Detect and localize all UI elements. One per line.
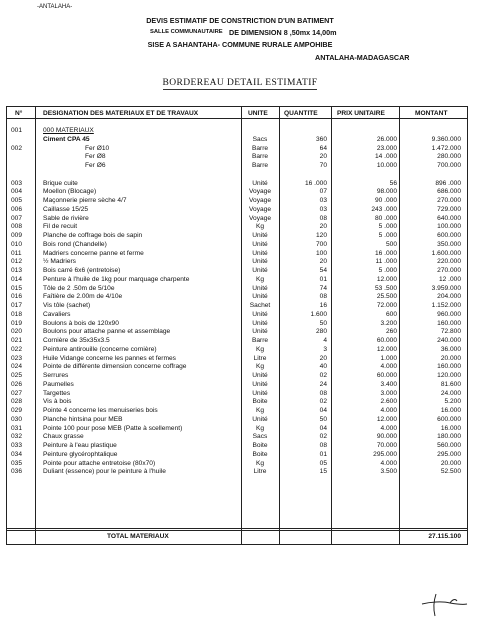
row-amount: 220.000 [437,258,461,266]
row-unit: Unité [252,240,268,248]
row-number: 005 [11,197,23,204]
row-unit-price: 11 .000 [375,258,397,266]
row-number: 013 [11,267,23,274]
row-unit-price: 4.000 [380,407,397,414]
col-header-n: N° [15,110,23,117]
row-quantity: 20 [319,354,327,362]
total-label: TOTAL MATERIAUX [107,533,169,540]
row-designation: Vis à bois [43,398,72,406]
row-unit-price: 243 .000 [371,205,397,213]
row-unit-price: 12.000 [376,275,397,283]
row-unit: Unité [252,267,268,274]
row-quantity: 70 [319,162,327,169]
row-designation: Pointe pour attache entretoise (80x70) [43,459,156,467]
row-quantity: 04 [319,407,327,414]
row-quantity: 20 [319,153,327,161]
row-designation: Ciment CPA 45 [43,135,90,143]
row-amount: 9.360.000 [431,135,461,143]
row-designation: Maçonnerie pierre sèche 4/7 [43,197,127,204]
col-header-unite: UNITE [248,110,268,117]
dimension-label: DE DIMENSION 8 ,50mx 14,00m [229,28,337,37]
row-designation: Pointe 100 pour pose MEB (Patte à scellement) [43,424,183,432]
table-row [7,145,467,153]
row-unit-price: 4.000 [380,459,397,467]
table-row [7,153,467,161]
row-unit: Voyage [249,205,271,213]
row-amount: 700.000 [437,162,461,169]
row-unit: Litre [253,468,267,476]
row-unit-price: 3.200 [380,319,397,327]
row-unit: Voyage [249,214,271,222]
row-amount: 16.000 [440,424,461,432]
col-header-designation: DESIGNATION DES MATERIAUX ET DE TRAVAUX [43,110,199,117]
estimate-table [6,106,468,545]
row-unit: Sacs [252,135,268,143]
row-designation: Tôle de 2 .50m de 5/10e [43,284,115,292]
row-quantity: 20 [319,258,327,266]
row-unit-price: 16 .000 [375,249,397,257]
row-number: 032 [11,433,23,441]
table-row [7,188,467,196]
row-quantity: 120 [315,232,327,239]
row-unit-price: 10.000 [376,162,397,169]
row-number: 028 [11,398,23,406]
table-row [7,398,467,406]
row-quantity: 01 [319,450,327,458]
row-unit: Voyage [249,197,271,204]
bordereau-title: BORDEREAU DETAIL ESTIMATIF [162,78,318,88]
row-unit: Kg [255,407,265,414]
table-row [7,258,467,266]
row-number: 033 [11,442,23,449]
row-quantity: 02 [319,372,327,379]
row-number: 009 [11,232,23,239]
row-quantity: 20 [319,223,327,231]
row-designation: Boulons à bois de 120x90 [43,319,119,327]
row-unit: Kg [255,363,265,371]
row-unit: Barre [251,144,269,152]
table-row [7,390,467,398]
table-row [7,363,467,371]
row-unit: Sacs [252,433,268,441]
row-number: 030 [11,415,23,423]
row-amount: 270.000 [437,197,461,204]
row-quantity: 50 [319,415,327,423]
row-quantity: 74 [319,284,327,292]
row-unit: Boite [252,398,268,406]
col-header-quantite: QUANTITE [284,110,318,117]
table-row [7,197,467,205]
row-unit-price: 500 [385,240,397,248]
row-number: 026 [11,380,23,388]
row-designation: Huile Vidange concerne les pannes et fermes [43,354,176,362]
row-designation: Penture à l'huile de 1kg pour marquage charpente [43,275,190,283]
row-amount: 270.000 [437,267,461,274]
row-quantity: 4 [323,337,327,344]
row-unit: Unité [252,232,268,239]
table-row [7,425,467,433]
row-quantity: 05 [319,459,327,467]
row-unit-price: 5 .000 [378,232,397,239]
row-amount: 36.000 [440,345,461,353]
row-amount: 640.000 [437,214,461,222]
row-unit-price: 3.400 [380,380,397,388]
row-number: 016 [11,293,23,301]
row-amount: 1.152.000 [431,302,461,309]
row-unit: Unité [252,319,268,327]
row-designation: Cavaliers [43,310,71,318]
table-row [7,223,467,231]
row-unit-price: 4.000 [380,363,397,371]
row-amount: 686.000 [437,188,461,196]
row-unit: Unité [252,372,268,379]
row-designation: Fer Ø6 [85,162,106,169]
row-unit: Unité [252,310,268,318]
row-designation: Caillasse 15/25 [43,205,89,213]
total-row [7,530,467,544]
row-quantity: 1.600 [310,310,327,318]
row-designation: Moellon (Blocage) [43,188,97,196]
row-quantity: 700 [315,240,327,248]
row-number: 017 [11,302,23,309]
row-quantity: 02 [319,433,327,441]
row-unit: Boite [252,442,268,449]
site-label: SISE A SAHANTAHA- COMMUNE RURALE AMPOHIBE [147,40,333,49]
row-unit-price: 295.000 [373,450,397,458]
row-unit: Sachet [249,302,271,309]
row-quantity: 16 .000 [305,179,327,187]
table-row [7,171,467,179]
row-unit: Barre [251,162,269,169]
row-number: 018 [11,310,23,318]
row-amount: 100.000 [437,223,461,231]
row-designation: Planche de coffrage bois de sapin [43,232,143,239]
row-unit-price: 53 .500 [375,284,397,292]
row-unit: Barre [251,153,269,161]
table-row [7,372,467,380]
row-quantity: 03 [319,205,327,213]
row-number: 022 [11,345,23,353]
table-row [7,442,467,450]
row-number: 020 [11,328,23,336]
row-designation: Fer Ø8 [85,153,106,161]
row-designation: ½ Madriers [43,258,76,266]
row-quantity: 100 [315,249,327,257]
row-amount: 24.000 [440,389,461,397]
row-amount: 81.600 [440,380,461,388]
row-designation: Faîtière de 2.00m de 4/10e [43,293,123,301]
row-quantity: 08 [319,293,327,301]
row-unit-price: 72.000 [376,302,397,309]
row-unit-price: 600 [385,310,397,318]
table-row [7,215,467,223]
table-row [7,311,467,319]
row-amount: 20.000 [440,459,461,467]
row-designation: Serrures [43,372,69,379]
row-quantity: 54 [319,267,327,274]
row-amount: 3.959.000 [431,284,461,292]
table-row [7,460,467,468]
row-number: 024 [11,363,23,371]
row-designation: Peinture à l'eau plastique [43,442,117,449]
row-designation: Madriers concerne panne et ferme [43,249,144,257]
row-amount: 280.000 [437,153,461,161]
location-label: ANTALAHA-MADAGASCAR [315,53,410,62]
row-quantity: 64 [319,144,327,152]
row-quantity: 08 [319,389,327,397]
row-unit-price: 80 .000 [375,214,397,222]
row-unit: Kg [255,275,265,283]
row-designation: Paumelles [43,380,74,388]
row-unit-price: 5 .000 [378,267,397,274]
row-quantity: 40 [319,363,327,371]
row-quantity: 03 [319,197,327,204]
row-amount: 1.600.000 [431,249,461,257]
row-unit-price: 12.000 [376,415,397,423]
row-amount: 960.000 [437,310,461,318]
row-unit-price: 60.000 [376,372,397,379]
row-unit-price: 90 .000 [375,197,397,204]
row-amount: 12 .000 [439,275,461,283]
row-number: 007 [11,214,23,222]
row-designation: Peinture antirouille (concerne cornière) [43,345,157,353]
row-quantity: 280 [315,328,327,336]
table-row [7,162,467,170]
table-row [7,293,467,301]
row-unit-price: 60.000 [376,337,397,344]
table-row [7,451,467,459]
row-number: 008 [11,223,23,231]
row-designation: Vis tôle (sachet) [43,302,91,309]
table-row [7,416,467,424]
row-designation: Cornière de 35x35x3.5 [43,337,110,344]
row-unit-price: 2.600 [380,398,397,406]
row-number: 027 [11,389,23,397]
table-row [7,407,467,415]
row-number: 021 [11,337,23,344]
row-number: 014 [11,275,23,283]
row-number: 029 [11,407,23,414]
row-amount: 160.000 [437,363,461,371]
table-row [7,320,467,328]
row-number: 025 [11,372,23,379]
row-amount: 560.000 [437,442,461,449]
table-row [7,127,467,135]
row-number: 001 [11,127,23,134]
row-designation: Bois rond (Chandelle) [43,240,107,248]
table-row [7,267,467,275]
row-amount: 120.000 [437,372,461,379]
row-amount: 600.000 [437,415,461,423]
row-amount: 20.000 [440,354,461,362]
table-row [7,346,467,354]
row-quantity: 07 [319,188,327,196]
row-designation: Pointe 4 concerne les menuiseries bois [43,407,158,414]
row-designation: Peinture glycérophtalique [43,450,118,458]
row-quantity: 02 [319,398,327,406]
row-designation: Boulons pour attache panne et assemblage [43,328,171,336]
row-amount: 600.000 [437,232,461,239]
row-quantity: 50 [319,319,327,327]
row-quantity: 3 [323,345,327,353]
row-unit-price: 1.000 [380,354,397,362]
row-unit: Unité [252,258,268,266]
table-row [7,328,467,336]
row-unit: Barre [251,337,269,344]
table-row [7,285,467,293]
row-number: 010 [11,240,23,248]
table-row [7,302,467,310]
row-amount: 16.000 [440,407,461,414]
row-amount: 896 .000 [435,179,461,187]
row-designation: Pointe de différente dimension concerne coffrage [43,363,187,371]
col-header-montant: MONTANT [415,110,448,117]
row-number: 004 [11,188,23,196]
row-unit-price: 56 [389,179,397,187]
table-row [7,337,467,345]
row-number: 036 [11,468,23,476]
row-unit: Unité [252,179,268,187]
row-unit-price: 4.000 [380,424,397,432]
row-unit: Kg [255,459,265,467]
signature [420,592,468,618]
row-designation: Duliant (essence) pour le peinture à l'huile [43,468,166,476]
row-unit-price: 3.500 [380,468,397,476]
row-amount: 295.000 [437,450,461,458]
row-unit: Boite [252,450,268,458]
row-number: 012 [11,258,23,266]
row-number: 031 [11,424,23,432]
row-amount: 52.500 [440,468,461,476]
total-value: 27.115.100 [428,533,461,540]
row-unit: Kg [255,345,265,353]
row-number: 011 [11,249,22,257]
row-unit-price: 23.000 [376,144,397,152]
row-number: 023 [11,354,23,362]
row-quantity: 16 [319,302,327,309]
row-designation: Planche hintsina pour MEB [43,415,123,423]
row-unit: Litre [253,354,267,362]
row-designation: Fil de recuit [43,223,78,231]
row-amount: 240.000 [437,337,461,344]
table-row [7,355,467,363]
row-unit: Unité [252,389,268,397]
row-unit-price: 260 [385,328,397,336]
row-unit: Kg [255,223,265,231]
table-row [7,433,467,441]
row-unit: Kg [255,424,265,432]
row-number: 015 [11,284,23,292]
row-number: 002 [11,144,23,152]
row-amount: 180.000 [437,433,461,441]
col-header-prix-unitaire: PRIX UNITAIRE [337,110,385,117]
row-quantity: 08 [319,442,327,449]
row-quantity: 15 [319,468,327,476]
row-designation: Fer Ø10 [85,144,110,152]
top-left-label: -ANTALAHA- [37,4,73,10]
row-unit: Unité [252,284,268,292]
table-row [7,250,467,258]
table-row [7,276,467,284]
row-quantity: 360 [315,135,327,143]
table-row [7,232,467,240]
row-unit: Unité [252,380,268,388]
row-number: 034 [11,450,23,458]
row-amount: 5.200 [444,398,461,406]
table-row [7,206,467,214]
row-designation: Sable de rivière [43,214,89,222]
row-amount: 204.000 [437,293,461,301]
row-amount: 729.000 [437,205,461,213]
row-designation: Chaux grasse [43,433,84,441]
row-quantity: 24 [319,380,327,388]
row-unit-price: 26.000 [376,135,397,143]
row-unit-price: 90.000 [376,433,397,441]
row-unit-price: 25.500 [376,293,397,301]
table-row [7,136,467,144]
row-number: 019 [11,319,23,327]
row-designation: Bois carré 6x6 (entretoise) [43,267,121,274]
row-designation: Brique cuite [43,179,78,187]
table-row [7,468,467,476]
row-number: 035 [11,459,23,467]
row-unit-price: 70.000 [376,442,397,449]
row-unit-price: 12.000 [376,345,397,353]
row-designation: Targettes [43,389,71,397]
table-row [7,241,467,249]
row-number: 003 [11,179,23,187]
row-designation: 000 MATERIAUX [43,127,94,134]
row-amount: 1.472.000 [431,144,461,152]
row-number: 006 [11,205,23,213]
row-unit-price: 5 .000 [378,223,397,231]
row-unit-price: 98.000 [376,188,397,196]
row-quantity: 08 [319,214,327,222]
row-unit-price: 3.000 [380,389,397,397]
table-row [7,381,467,389]
row-unit: Unité [252,415,268,423]
table-row [7,180,467,188]
row-unit-price: 14 .000 [375,153,397,161]
row-unit: Unité [252,328,268,336]
row-unit: Unité [252,249,268,257]
row-amount: 72.800 [440,328,461,336]
document-title: DEVIS ESTIMATIF DE CONSTRICTION D'UN BATIMENT [146,16,334,25]
row-unit: Unité [252,293,268,301]
salle-label: SALLE COMMUNAUTAIRE [150,29,223,35]
row-unit: Voyage [249,188,271,196]
row-amount: 160.000 [437,319,461,327]
row-amount: 350.000 [437,240,461,248]
row-quantity: 01 [319,275,327,283]
row-quantity: 04 [319,424,327,432]
